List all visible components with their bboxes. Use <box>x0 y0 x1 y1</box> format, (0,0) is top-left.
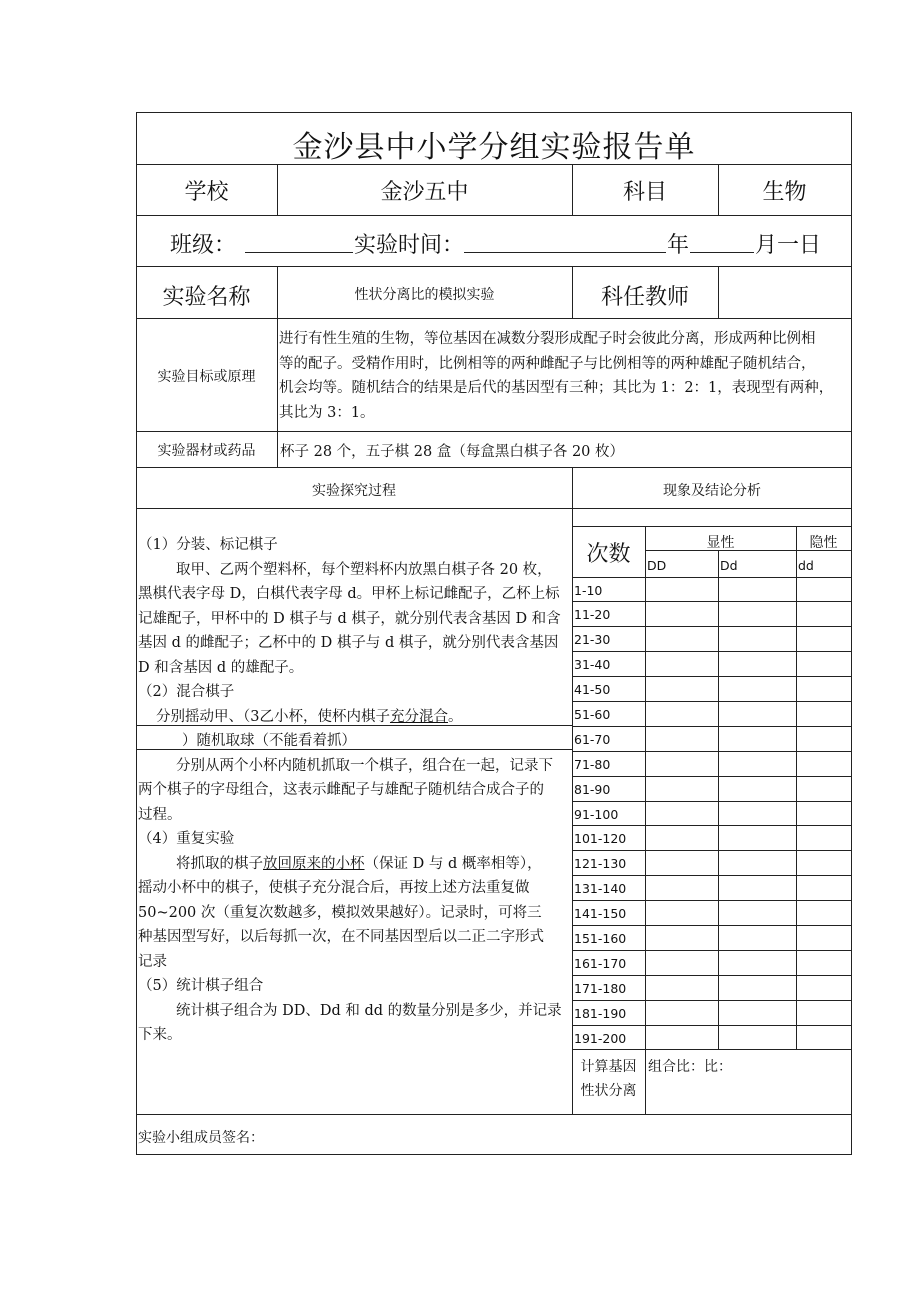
tally-cell[interactable] <box>797 826 851 850</box>
subject-value: 生物 <box>762 180 807 205</box>
materials-value: 杯子 28 个，五子棋 28 盒（每盒黑白棋子各 20 枚） <box>280 444 625 460</box>
tally-cell[interactable] <box>719 752 796 776</box>
tally-row-label: 71-80 <box>574 757 611 772</box>
process-line: 两个棋子的字母组合，这表示雌配子与雄配子随机结合成合子的 <box>138 782 544 798</box>
tally-cell[interactable] <box>646 1026 718 1049</box>
process-line: 将抓取的棋子放回原来的小杯（保证 D 与 d 概率相等）， <box>176 855 542 872</box>
tally-cell[interactable] <box>646 1001 718 1025</box>
dominant-label: 显性 <box>706 535 735 551</box>
process-line: 摇动小杯中的棋子，使棋子充分混合后，再按上述方法重复做 <box>138 880 530 896</box>
tally-cell[interactable] <box>719 976 796 1000</box>
tally-cell[interactable] <box>797 1026 851 1049</box>
page-title: 金沙县中小学分组实验报告单 <box>292 130 696 165</box>
process-line: 分别摇动甲、（3乙小杯，使杯内棋子充分混合。 <box>156 708 463 725</box>
tally-cell[interactable] <box>646 627 718 651</box>
tally-cell[interactable] <box>719 876 796 900</box>
process-title: 实验探究过程 <box>312 483 396 499</box>
tally-row-label: 21-30 <box>574 632 611 647</box>
step-4-title: （4）重复实验 <box>138 831 235 847</box>
tally-cell[interactable] <box>719 727 796 751</box>
tally-row-label: 141-150 <box>574 906 627 921</box>
teacher-label: 科任教师 <box>600 285 689 310</box>
step-2-title: （2）混合棋子 <box>138 684 235 700</box>
process-text <box>138 533 572 1048</box>
genotype-dd-lower: dd <box>798 558 814 573</box>
month-day-label: 月一日 <box>755 233 822 258</box>
tally-cell[interactable] <box>797 802 851 825</box>
tally-cell[interactable] <box>719 578 796 601</box>
tally-row-label: 181-190 <box>574 1006 627 1021</box>
tally-row-label: 121-130 <box>574 856 627 871</box>
tally-cell[interactable] <box>719 1001 796 1025</box>
tally-row-label: 51-60 <box>574 707 611 722</box>
step-5-title: （5）统计棋子组合 <box>138 978 264 994</box>
tally-cell[interactable] <box>797 602 851 626</box>
principle-line: 进行有性生殖的生物，等位基因在减数分裂形成配子时会彼此分离，形成两种比例相 <box>279 331 816 347</box>
tally-cell[interactable] <box>646 901 718 925</box>
tally-cell[interactable] <box>797 976 851 1000</box>
principle-label: 实验目标或原理 <box>157 369 256 385</box>
tally-cell[interactable] <box>646 802 718 825</box>
tally-cell[interactable] <box>646 752 718 776</box>
tally-cell[interactable] <box>719 926 796 950</box>
process-line: 黑棋代表字母 D，白棋代表字母 d。甲杯上标记雌配子，乙杯上标 <box>138 586 560 602</box>
process-line: 基因 d 的雌配子；乙杯中的 D 棋子与 d 棋子，就分别代表含基因 <box>138 635 559 651</box>
tally-cell[interactable] <box>719 826 796 850</box>
tally-row-label: 81-90 <box>574 782 611 797</box>
tally-row-line <box>572 1049 852 1050</box>
tally-row-label: 11-20 <box>574 607 611 622</box>
school-value: 金沙五中 <box>380 180 469 205</box>
process-line: 种基因型写好，以后每抓一次，在不同基因型后以二正二字形式 <box>138 929 544 945</box>
process-line: 记录 <box>138 953 167 970</box>
tally-cell[interactable] <box>797 901 851 925</box>
tally-cell[interactable] <box>797 1001 851 1025</box>
tally-cell[interactable] <box>719 602 796 626</box>
tally-row-label: 91-100 <box>574 807 619 822</box>
tally-cell[interactable] <box>719 652 796 676</box>
tally-cell[interactable] <box>646 677 718 701</box>
tally-cell[interactable] <box>646 702 718 726</box>
tally-row-label: 61-70 <box>574 732 611 747</box>
tally-cell[interactable] <box>797 652 851 676</box>
tally-row-label: 101-120 <box>574 831 627 846</box>
subject-label: 科目 <box>622 180 667 205</box>
experiment-name-label: 实验名称 <box>162 285 251 310</box>
tally-cell[interactable] <box>719 851 796 875</box>
tally-cell[interactable] <box>719 627 796 651</box>
tally-cell[interactable] <box>797 752 851 776</box>
experiment-name-value: 性状分离比的模拟实验 <box>354 287 495 303</box>
principle-text <box>279 327 851 425</box>
tally-row-label: 131-140 <box>574 881 627 896</box>
tally-cell[interactable] <box>797 926 851 950</box>
tally-cell[interactable] <box>797 851 851 875</box>
tally-cell[interactable] <box>797 677 851 701</box>
tally-cell[interactable] <box>646 727 718 751</box>
time-blank[interactable] <box>464 252 666 253</box>
tally-cell[interactable] <box>646 826 718 850</box>
tally-cell[interactable] <box>797 777 851 801</box>
process-line: D 和含基因 d 的雄配子。 <box>138 659 304 676</box>
tally-cell[interactable] <box>646 951 718 975</box>
tally-row-label: 171-180 <box>574 981 627 996</box>
step-1-title: （1）分装、标记棋子 <box>138 537 278 553</box>
tally-cell[interactable] <box>797 627 851 651</box>
principle-line: 机会均等。随机结合的结果是后代的基因型有三种；其比为 1：2：1，表现型有两种， <box>279 380 834 396</box>
tally-cell[interactable] <box>719 802 796 825</box>
tally-cell[interactable] <box>797 951 851 975</box>
process-line: 记雄配子，甲杯中的 D 棋子与 d 棋子，就分别代表含基因 D 和含 <box>138 610 561 627</box>
tally-cell[interactable] <box>646 851 718 875</box>
tally-cell[interactable] <box>719 951 796 975</box>
tally-cell[interactable] <box>646 602 718 626</box>
school-label: 学校 <box>184 180 229 205</box>
process-line: 取甲、乙两个塑料杯，每个塑料杯内放黑白棋子各 20 枚， <box>176 561 552 578</box>
tally-row-label: 41-50 <box>574 682 611 697</box>
year-label: 年 <box>667 233 690 258</box>
calc-label-2: 性状分离 <box>580 1083 637 1099</box>
month-blank[interactable] <box>690 252 754 253</box>
genotype-dd-upper: DD <box>647 558 667 573</box>
process-line: 统计棋子组合为 DD、Dd 和 dd 的数量分别是多少，并记录 <box>176 1002 562 1019</box>
tally-cell[interactable] <box>719 1026 796 1049</box>
process-line: 过程。 <box>138 806 182 823</box>
tally-cell[interactable] <box>719 702 796 726</box>
tally-cell[interactable] <box>797 578 851 601</box>
time-label: 实验时间： <box>354 233 465 258</box>
tally-row-label: 31-40 <box>574 657 611 672</box>
tally-cell[interactable] <box>719 677 796 701</box>
tally-cell[interactable] <box>646 652 718 676</box>
tally-cell[interactable] <box>797 727 851 751</box>
class-blank[interactable] <box>245 252 353 253</box>
class-label: 班级： <box>170 233 237 258</box>
tally-cell[interactable] <box>719 777 796 801</box>
recessive-label: 隐性 <box>809 535 838 551</box>
principle-line: 等的配子。受精作用时，比例相等的两种雌配子与比例相等的两种雄配子随机结合， <box>279 355 816 372</box>
tally-row-label: 151-160 <box>574 931 627 946</box>
analysis-title: 现象及结论分析 <box>663 483 761 499</box>
principle-line: 其比为 3：1。 <box>279 404 375 421</box>
times-label: 次数 <box>586 542 631 567</box>
process-line: 分别从两个小杯内随机抓取一个棋子，组合在一起，记录下 <box>176 757 553 774</box>
tally-cell[interactable] <box>646 578 718 601</box>
tally-cell[interactable] <box>646 777 718 801</box>
tally-cell[interactable] <box>646 876 718 900</box>
genotype-dd-hetero: Dd <box>720 558 738 573</box>
tally-cell[interactable] <box>719 901 796 925</box>
tally-cell[interactable] <box>797 876 851 900</box>
tally-cell[interactable] <box>646 926 718 950</box>
calc-value[interactable]: 组合比：比： <box>648 1059 732 1075</box>
tally-row-label: 161-170 <box>574 956 627 971</box>
signature-label: 实验小组成员签名： <box>138 1130 264 1146</box>
calc-label-1: 计算基因 <box>580 1059 637 1075</box>
process-line: 下来。 <box>138 1027 182 1043</box>
process-line: 50~200 次（重复次数越多，模拟效果越好）。记录时，可将三 <box>138 904 542 921</box>
step-3-title: ）随机取球（不能看着抓） <box>182 733 356 749</box>
tally-row-label: 191-200 <box>574 1031 627 1046</box>
tally-cell[interactable] <box>646 976 718 1000</box>
tally-row-label: 1-10 <box>574 583 603 598</box>
materials-label: 实验器材或药品 <box>157 443 256 459</box>
tally-cell[interactable] <box>797 702 851 726</box>
